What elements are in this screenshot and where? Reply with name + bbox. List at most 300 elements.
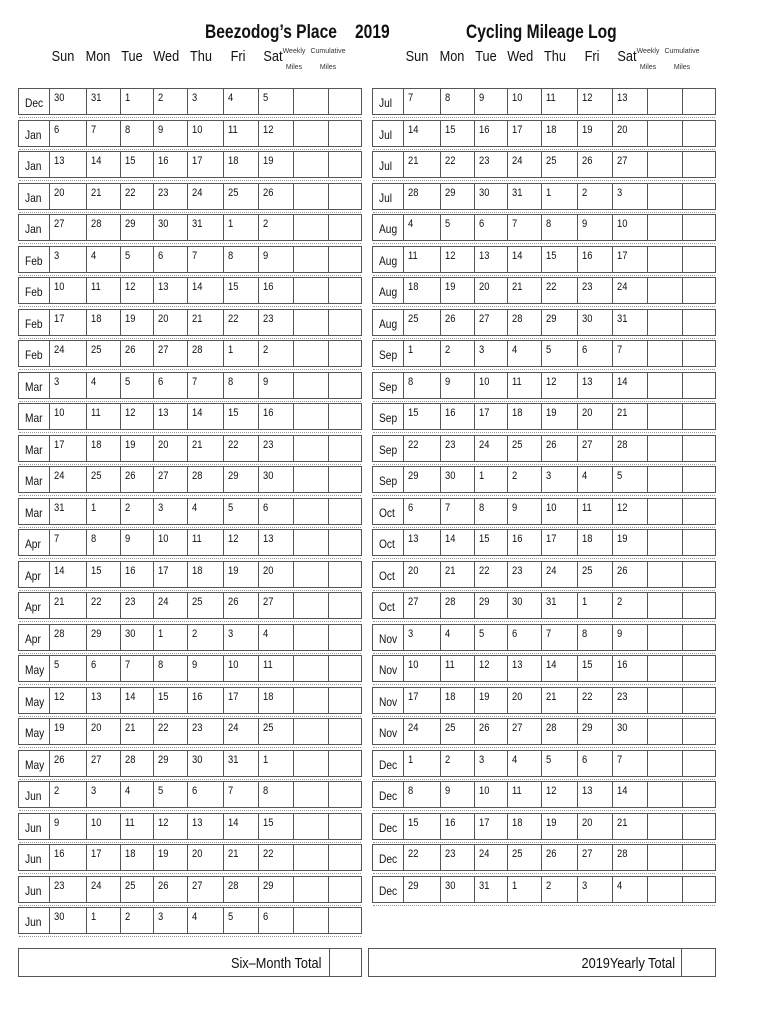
day-cell[interactable] [403,719,440,744]
cumulative-miles-cell[interactable] [682,89,715,114]
day-cell[interactable] [49,782,86,807]
day-cell[interactable] [86,499,120,524]
day-cell[interactable] [612,751,647,776]
day-cell[interactable] [474,404,507,429]
day-cell[interactable] [258,877,293,902]
day-cell[interactable] [403,625,440,650]
day-cell[interactable] [577,782,612,807]
day-cell[interactable] [187,656,223,681]
weekly-miles-cell[interactable] [293,121,328,146]
weekly-miles-cell[interactable] [293,751,328,776]
day-cell[interactable] [86,751,120,776]
day-cell[interactable] [440,121,474,146]
day-cell[interactable] [223,656,258,681]
weekly-miles-cell[interactable] [647,373,682,398]
day-cell[interactable] [507,751,541,776]
cumulative-miles-cell[interactable] [682,530,715,555]
day-cell[interactable] [612,782,647,807]
day-cell[interactable] [153,310,187,335]
day-cell[interactable] [612,593,647,618]
day-cell[interactable] [474,719,507,744]
day-cell[interactable] [223,562,258,587]
day-cell[interactable] [258,782,293,807]
weekly-miles-cell[interactable] [647,562,682,587]
day-cell[interactable] [49,688,86,713]
day-cell[interactable] [507,184,541,209]
day-cell[interactable] [258,908,293,933]
day-cell[interactable] [187,814,223,839]
day-cell[interactable] [86,719,120,744]
day-cell[interactable] [258,499,293,524]
day-cell[interactable] [223,89,258,114]
day-cell[interactable] [86,247,120,272]
day-cell[interactable] [120,341,153,366]
day-cell[interactable] [49,184,86,209]
day-cell[interactable] [120,625,153,650]
cumulative-miles-cell[interactable] [682,184,715,209]
day-cell[interactable] [474,247,507,272]
day-cell[interactable] [440,373,474,398]
day-cell[interactable] [86,593,120,618]
day-cell[interactable] [223,215,258,240]
day-cell[interactable] [120,814,153,839]
weekly-miles-cell[interactable] [647,625,682,650]
day-cell[interactable] [49,814,86,839]
day-cell[interactable] [440,310,474,335]
day-cell[interactable] [507,152,541,177]
day-cell[interactable] [153,625,187,650]
day-cell[interactable] [612,341,647,366]
weekly-miles-cell[interactable] [293,814,328,839]
day-cell[interactable] [153,782,187,807]
day-cell[interactable] [577,719,612,744]
day-cell[interactable] [187,373,223,398]
day-cell[interactable] [187,499,223,524]
cumulative-miles-cell[interactable] [328,593,361,618]
day-cell[interactable] [474,184,507,209]
day-cell[interactable] [541,814,577,839]
day-cell[interactable] [49,719,86,744]
day-cell[interactable] [120,373,153,398]
day-cell[interactable] [120,310,153,335]
day-cell[interactable] [507,499,541,524]
day-cell[interactable] [403,814,440,839]
day-cell[interactable] [86,845,120,870]
day-cell[interactable] [440,341,474,366]
weekly-miles-cell[interactable] [647,215,682,240]
day-cell[interactable] [187,530,223,555]
day-cell[interactable] [86,688,120,713]
day-cell[interactable] [49,278,86,303]
day-cell[interactable] [223,499,258,524]
day-cell[interactable] [153,121,187,146]
day-cell[interactable] [577,215,612,240]
day-cell[interactable] [507,625,541,650]
weekly-miles-cell[interactable] [293,908,328,933]
day-cell[interactable] [440,877,474,902]
cumulative-miles-cell[interactable] [682,845,715,870]
day-cell[interactable] [541,625,577,650]
day-cell[interactable] [403,121,440,146]
day-cell[interactable] [86,625,120,650]
day-cell[interactable] [258,814,293,839]
day-cell[interactable] [86,562,120,587]
day-cell[interactable] [49,89,86,114]
day-cell[interactable] [577,656,612,681]
day-cell[interactable] [153,751,187,776]
day-cell[interactable] [541,845,577,870]
day-cell[interactable] [541,499,577,524]
weekly-miles-cell[interactable] [293,436,328,461]
day-cell[interactable] [258,404,293,429]
day-cell[interactable] [120,89,153,114]
day-cell[interactable] [612,310,647,335]
cumulative-miles-cell[interactable] [328,908,361,933]
cumulative-miles-cell[interactable] [328,404,361,429]
day-cell[interactable] [120,215,153,240]
day-cell[interactable] [440,814,474,839]
day-cell[interactable] [187,467,223,492]
day-cell[interactable] [440,152,474,177]
day-cell[interactable] [440,751,474,776]
day-cell[interactable] [541,656,577,681]
weekly-miles-cell[interactable] [293,499,328,524]
day-cell[interactable] [507,247,541,272]
day-cell[interactable] [403,562,440,587]
day-cell[interactable] [541,467,577,492]
day-cell[interactable] [223,404,258,429]
cumulative-miles-cell[interactable] [328,719,361,744]
day-cell[interactable] [120,908,153,933]
day-cell[interactable] [258,467,293,492]
day-cell[interactable] [541,562,577,587]
day-cell[interactable] [541,436,577,461]
day-cell[interactable] [577,247,612,272]
weekly-miles-cell[interactable] [647,121,682,146]
day-cell[interactable] [474,499,507,524]
day-cell[interactable] [541,404,577,429]
day-cell[interactable] [258,656,293,681]
cumulative-miles-cell[interactable] [682,751,715,776]
day-cell[interactable] [153,215,187,240]
weekly-miles-cell[interactable] [293,184,328,209]
day-cell[interactable] [223,688,258,713]
day-cell[interactable] [86,310,120,335]
day-cell[interactable] [120,782,153,807]
day-cell[interactable] [120,152,153,177]
cumulative-miles-cell[interactable] [682,782,715,807]
day-cell[interactable] [49,341,86,366]
day-cell[interactable] [153,593,187,618]
day-cell[interactable] [541,215,577,240]
day-cell[interactable] [577,688,612,713]
day-cell[interactable] [86,467,120,492]
day-cell[interactable] [258,121,293,146]
day-cell[interactable] [223,625,258,650]
day-cell[interactable] [49,152,86,177]
day-cell[interactable] [153,845,187,870]
day-cell[interactable] [541,121,577,146]
day-cell[interactable] [120,751,153,776]
six-month-total-value-cell[interactable] [329,949,330,976]
day-cell[interactable] [440,845,474,870]
weekly-miles-cell[interactable] [293,656,328,681]
day-cell[interactable] [187,184,223,209]
day-cell[interactable] [86,278,120,303]
weekly-miles-cell[interactable] [647,814,682,839]
weekly-miles-cell[interactable] [293,845,328,870]
day-cell[interactable] [541,341,577,366]
cumulative-miles-cell[interactable] [682,688,715,713]
day-cell[interactable] [474,562,507,587]
day-cell[interactable] [507,782,541,807]
day-cell[interactable] [541,278,577,303]
weekly-miles-cell[interactable] [647,593,682,618]
day-cell[interactable] [403,278,440,303]
day-cell[interactable] [120,719,153,744]
day-cell[interactable] [474,656,507,681]
day-cell[interactable] [577,593,612,618]
day-cell[interactable] [49,908,86,933]
day-cell[interactable] [223,814,258,839]
cumulative-miles-cell[interactable] [328,436,361,461]
day-cell[interactable] [258,152,293,177]
day-cell[interactable] [474,341,507,366]
day-cell[interactable] [223,121,258,146]
weekly-miles-cell[interactable] [293,562,328,587]
day-cell[interactable] [612,278,647,303]
weekly-miles-cell[interactable] [647,341,682,366]
day-cell[interactable] [153,341,187,366]
day-cell[interactable] [612,121,647,146]
day-cell[interactable] [120,845,153,870]
day-cell[interactable] [49,562,86,587]
day-cell[interactable] [440,688,474,713]
day-cell[interactable] [223,184,258,209]
day-cell[interactable] [612,436,647,461]
day-cell[interactable] [49,625,86,650]
day-cell[interactable] [187,341,223,366]
day-cell[interactable] [403,499,440,524]
day-cell[interactable] [577,751,612,776]
day-cell[interactable] [223,877,258,902]
cumulative-miles-cell[interactable] [328,89,361,114]
day-cell[interactable] [258,625,293,650]
weekly-miles-cell[interactable] [647,89,682,114]
day-cell[interactable] [120,184,153,209]
day-cell[interactable] [507,719,541,744]
day-cell[interactable] [153,499,187,524]
day-cell[interactable] [258,373,293,398]
day-cell[interactable] [49,247,86,272]
day-cell[interactable] [86,404,120,429]
weekly-miles-cell[interactable] [647,719,682,744]
day-cell[interactable] [86,436,120,461]
weekly-miles-cell[interactable] [293,782,328,807]
day-cell[interactable] [223,341,258,366]
day-cell[interactable] [86,152,120,177]
day-cell[interactable] [612,404,647,429]
weekly-miles-cell[interactable] [293,467,328,492]
day-cell[interactable] [612,89,647,114]
day-cell[interactable] [258,247,293,272]
day-cell[interactable] [403,782,440,807]
day-cell[interactable] [187,121,223,146]
day-cell[interactable] [507,404,541,429]
day-cell[interactable] [86,782,120,807]
day-cell[interactable] [612,184,647,209]
day-cell[interactable] [86,215,120,240]
cumulative-miles-cell[interactable] [328,530,361,555]
day-cell[interactable] [120,499,153,524]
day-cell[interactable] [507,814,541,839]
cumulative-miles-cell[interactable] [328,845,361,870]
day-cell[interactable] [541,593,577,618]
day-cell[interactable] [507,436,541,461]
cumulative-miles-cell[interactable] [328,373,361,398]
day-cell[interactable] [403,436,440,461]
day-cell[interactable] [474,845,507,870]
day-cell[interactable] [474,625,507,650]
day-cell[interactable] [258,310,293,335]
cumulative-miles-cell[interactable] [328,625,361,650]
cumulative-miles-cell[interactable] [682,593,715,618]
day-cell[interactable] [507,530,541,555]
day-cell[interactable] [474,310,507,335]
day-cell[interactable] [541,310,577,335]
day-cell[interactable] [187,845,223,870]
day-cell[interactable] [187,436,223,461]
day-cell[interactable] [258,215,293,240]
day-cell[interactable] [507,215,541,240]
day-cell[interactable] [223,278,258,303]
day-cell[interactable] [49,845,86,870]
day-cell[interactable] [403,373,440,398]
weekly-miles-cell[interactable] [647,247,682,272]
day-cell[interactable] [86,373,120,398]
day-cell[interactable] [153,247,187,272]
day-cell[interactable] [258,562,293,587]
day-cell[interactable] [86,89,120,114]
day-cell[interactable] [49,121,86,146]
day-cell[interactable] [120,404,153,429]
cumulative-miles-cell[interactable] [682,121,715,146]
day-cell[interactable] [258,530,293,555]
day-cell[interactable] [577,877,612,902]
cumulative-miles-cell[interactable] [682,656,715,681]
day-cell[interactable] [403,310,440,335]
day-cell[interactable] [153,719,187,744]
day-cell[interactable] [577,562,612,587]
day-cell[interactable] [120,436,153,461]
day-cell[interactable] [541,877,577,902]
day-cell[interactable] [577,89,612,114]
day-cell[interactable] [86,184,120,209]
day-cell[interactable] [507,656,541,681]
cumulative-miles-cell[interactable] [328,877,361,902]
day-cell[interactable] [403,593,440,618]
day-cell[interactable] [49,467,86,492]
weekly-miles-cell[interactable] [293,341,328,366]
day-cell[interactable] [440,625,474,650]
day-cell[interactable] [223,751,258,776]
day-cell[interactable] [187,782,223,807]
day-cell[interactable] [541,152,577,177]
day-cell[interactable] [187,593,223,618]
day-cell[interactable] [541,373,577,398]
day-cell[interactable] [153,89,187,114]
day-cell[interactable] [153,436,187,461]
day-cell[interactable] [474,121,507,146]
cumulative-miles-cell[interactable] [328,215,361,240]
day-cell[interactable] [507,373,541,398]
weekly-miles-cell[interactable] [647,152,682,177]
cumulative-miles-cell[interactable] [682,562,715,587]
day-cell[interactable] [403,751,440,776]
day-cell[interactable] [187,562,223,587]
day-cell[interactable] [258,845,293,870]
day-cell[interactable] [440,215,474,240]
day-cell[interactable] [120,688,153,713]
day-cell[interactable] [612,467,647,492]
day-cell[interactable] [223,310,258,335]
day-cell[interactable] [49,877,86,902]
day-cell[interactable] [612,499,647,524]
day-cell[interactable] [507,845,541,870]
day-cell[interactable] [403,467,440,492]
day-cell[interactable] [541,719,577,744]
day-cell[interactable] [153,467,187,492]
day-cell[interactable] [474,373,507,398]
cumulative-miles-cell[interactable] [328,499,361,524]
weekly-miles-cell[interactable] [647,845,682,870]
day-cell[interactable] [49,215,86,240]
weekly-miles-cell[interactable] [293,278,328,303]
day-cell[interactable] [612,719,647,744]
cumulative-miles-cell[interactable] [328,278,361,303]
day-cell[interactable] [440,656,474,681]
day-cell[interactable] [403,184,440,209]
day-cell[interactable] [49,530,86,555]
day-cell[interactable] [577,436,612,461]
cumulative-miles-cell[interactable] [682,373,715,398]
cumulative-miles-cell[interactable] [682,152,715,177]
cumulative-miles-cell[interactable] [328,467,361,492]
cumulative-miles-cell[interactable] [328,814,361,839]
cumulative-miles-cell[interactable] [328,782,361,807]
cumulative-miles-cell[interactable] [328,341,361,366]
day-cell[interactable] [440,562,474,587]
day-cell[interactable] [474,593,507,618]
cumulative-miles-cell[interactable] [682,877,715,902]
day-cell[interactable] [49,593,86,618]
day-cell[interactable] [120,593,153,618]
day-cell[interactable] [187,688,223,713]
day-cell[interactable] [403,530,440,555]
day-cell[interactable] [440,247,474,272]
day-cell[interactable] [577,404,612,429]
cumulative-miles-cell[interactable] [682,278,715,303]
day-cell[interactable] [612,215,647,240]
day-cell[interactable] [86,656,120,681]
day-cell[interactable] [403,656,440,681]
weekly-miles-cell[interactable] [647,436,682,461]
day-cell[interactable] [258,593,293,618]
weekly-miles-cell[interactable] [647,184,682,209]
day-cell[interactable] [223,593,258,618]
day-cell[interactable] [187,908,223,933]
day-cell[interactable] [577,467,612,492]
